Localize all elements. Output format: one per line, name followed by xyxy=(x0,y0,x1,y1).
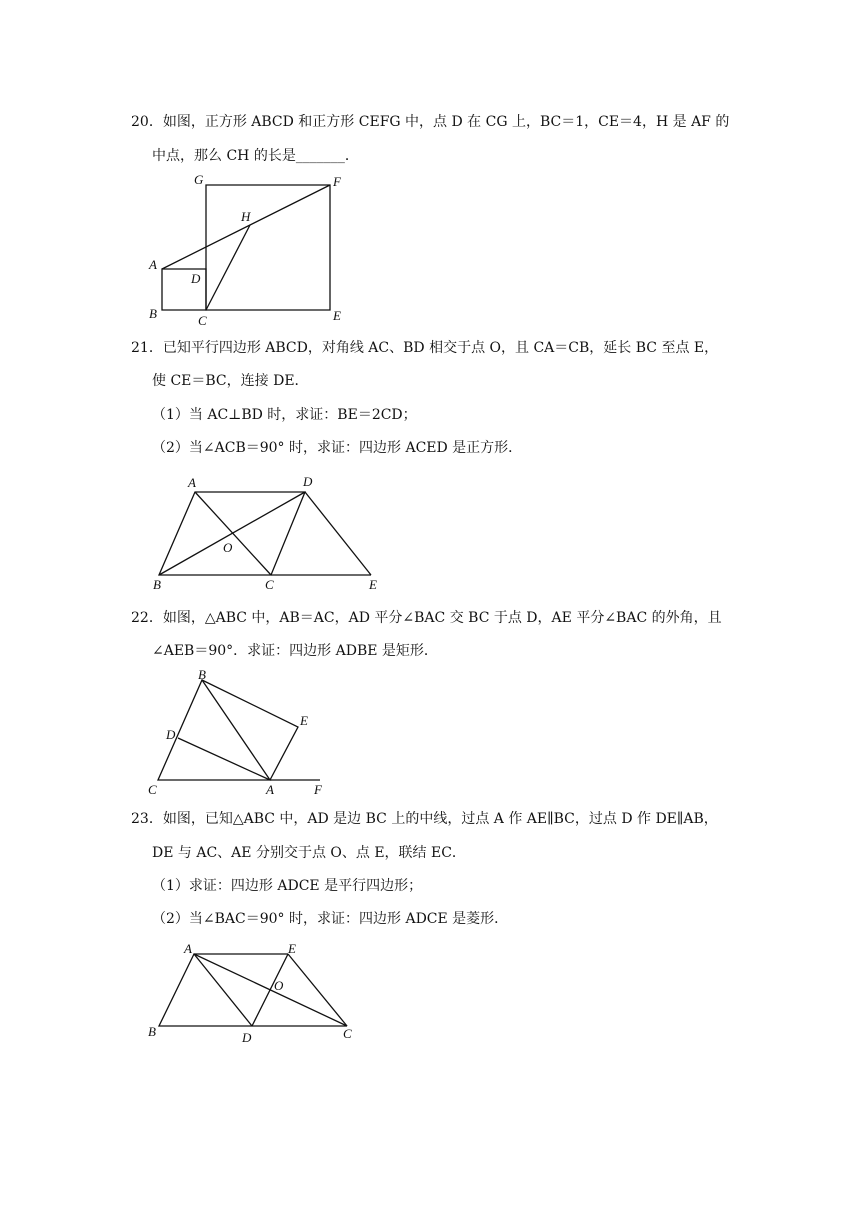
q21-segment-de xyxy=(305,492,371,575)
q20-label-g: G xyxy=(194,172,204,187)
q20-label-d: D xyxy=(191,271,201,286)
q20-label-h: H xyxy=(241,209,251,224)
q22-label-e: E xyxy=(300,713,308,728)
q20-label-f: F xyxy=(333,174,341,189)
q21-part2: （2）当∠ACB＝90° 时，求证：四边形 ACED 是正方形． xyxy=(152,440,523,456)
q21-diagonal-bd xyxy=(159,492,305,575)
q22-figure xyxy=(140,665,340,800)
q21-label-o: O xyxy=(223,540,233,555)
q21-label-a: A xyxy=(188,475,196,490)
q21-label-b: B xyxy=(153,577,161,592)
q20-label-b: B xyxy=(149,306,157,321)
q23-segment-ec xyxy=(288,954,347,1026)
q22-text-line2: ∠AEB＝90°．求证：四边形 ADBE 是矩形． xyxy=(152,643,438,659)
q20-label-e: E xyxy=(333,308,341,323)
q23-part1: （1）求证：四边形 ADCE 是平行四边形； xyxy=(152,878,423,894)
q20-text-line2: 中点，那么 CH 的长是_______． xyxy=(152,148,359,164)
q21-label-e: E xyxy=(369,577,377,592)
q20-text-line1: 20．如图，正方形 ABCD 和正方形 CEFG 中，点 D 在 CG 上，BC＝1，CE＝4，H 是 AF 的 xyxy=(131,114,730,130)
q20-label-c: C xyxy=(198,313,207,325)
q20-segment-af xyxy=(162,185,330,269)
q22-label-b: B xyxy=(198,667,206,682)
q23-label-e: E xyxy=(288,941,296,956)
q23-figure xyxy=(140,938,370,1050)
q21-figure xyxy=(145,470,390,595)
q22-label-c: C xyxy=(148,782,157,797)
q23-text-line1: 23．如图，已知△ABC 中，AD 是边 BC 上的中线，过点 A 作 AE∥BC，过点 D 作 DE∥AB， xyxy=(131,811,718,827)
q23-part2: （2）当∠BAC＝90° 时，求证：四边形 ADCE 是菱形． xyxy=(152,911,509,927)
q20-label-a: A xyxy=(149,257,157,272)
q21-text-line1: 21．已知平行四边形 ABCD，对角线 AC、BD 相交于点 O，且 CA＝CB，延长 BC 至点 E， xyxy=(131,340,719,356)
q20-square-cefg xyxy=(206,185,330,310)
q22-segments-be-ea xyxy=(202,680,298,780)
q23-label-d: D xyxy=(242,1030,252,1045)
q23-triangle-abc xyxy=(159,954,347,1026)
q21-text-line2: 使 CE＝BC，连接 DE． xyxy=(152,373,309,389)
q22-label-a: A xyxy=(266,782,274,797)
q20-figure xyxy=(140,170,360,325)
q23-text-line2: DE 与 AC、AE 分别交于点 O、点 E，联结 EC． xyxy=(152,845,466,861)
q23-label-c: C xyxy=(343,1026,352,1041)
q23-label-a: A xyxy=(184,941,192,956)
q22-label-f: F xyxy=(314,782,322,797)
q23-label-o: O xyxy=(274,978,284,993)
q20-segment-ch xyxy=(206,225,250,310)
q23-segment-ad xyxy=(194,954,252,1026)
q22-label-d: D xyxy=(166,727,176,742)
q21-label-c: C xyxy=(265,577,274,592)
q21-label-d: D xyxy=(303,474,313,489)
q22-text-line1: 22．如图，△ABC 中，AB＝AC，AD 平分∠BAC 交 BC 于点 D，AE 平分∠BAC 的外角，且 xyxy=(131,610,722,626)
q23-label-b: B xyxy=(148,1024,156,1039)
q21-part1: （1）当 AC⊥BD 时，求证：BE＝2CD； xyxy=(152,407,417,423)
